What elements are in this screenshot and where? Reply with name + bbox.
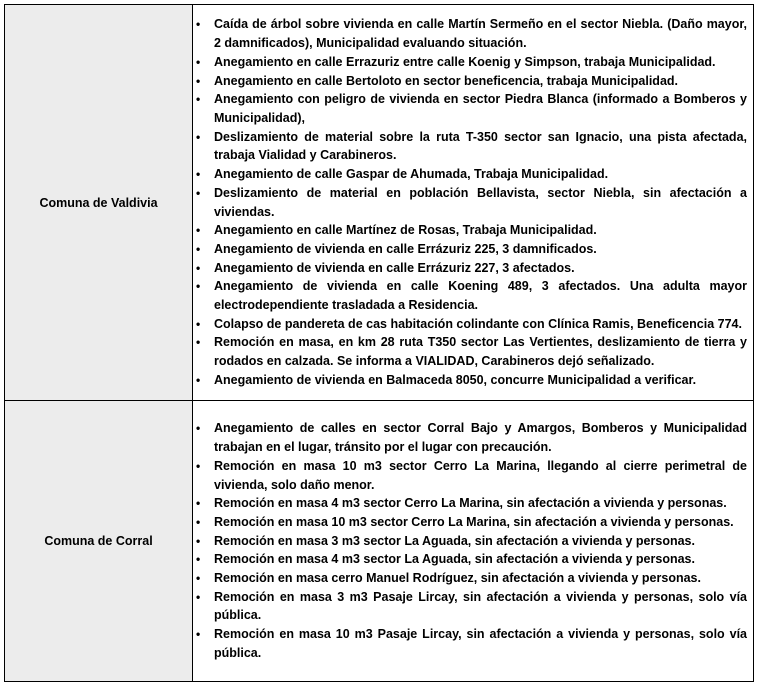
bullet-icon: • <box>196 279 201 294</box>
incident-list-cell-valdivia <box>193 5 754 401</box>
list-item-text: Deslizamiento de material sobre la ruta T-350 sector san Ignacio, una pista afectada, trabaja Vialidad y Carabineros. <box>214 129 747 163</box>
bullet-icon: • <box>196 223 201 238</box>
list-item <box>193 184 747 221</box>
incident-table <box>4 4 754 682</box>
list-item <box>193 588 747 625</box>
list-item-text: Anegamiento de vivienda en calle Errázuriz 227, 3 afectados. <box>214 260 575 275</box>
list-item-text: Remoción en masa, en km 28 ruta T350 sector Las Vertientes, deslizamiento de tierra y rodados en calzada. Se informa a VIALIDAD, Carabineros dejó señalizado. <box>214 335 747 369</box>
list-item-text: Anegamiento en calle Bertoloto en sector beneficencia, trabaja Municipalidad. <box>214 73 679 88</box>
bullet-icon: • <box>196 589 201 604</box>
list-item <box>193 569 747 588</box>
list-item <box>193 240 747 259</box>
bullet-icon: • <box>196 316 201 331</box>
list-item <box>193 165 747 184</box>
list-item-text: Remoción en masa 3 m3 Pasaje Lircay, sin afectación a vivienda y personas, solo vía pública. <box>214 589 747 623</box>
bullet-icon: • <box>196 17 201 32</box>
list-item <box>193 277 747 314</box>
list-item <box>193 513 747 532</box>
commune-label-valdivia: Comuna de Valdivia <box>5 5 193 401</box>
bullet-icon: • <box>196 260 201 275</box>
incident-list-corral <box>193 417 747 664</box>
bullet-icon: • <box>196 496 201 511</box>
list-item-text: Colapso de pandereta de cas habitación colindante con Clínica Ramis, Beneficencia 774. <box>214 316 742 331</box>
list-item-text: Remoción en masa 10 m3 sector Cerro La Marina, llegando al cierre perimetral de vivienda, solo daño menor. <box>214 458 747 492</box>
bullet-icon: • <box>196 185 201 200</box>
table-row-corral <box>5 401 754 682</box>
list-item-text: Anegamiento de calle Gaspar de Ahumada, Trabaja Municipalidad. <box>214 167 609 182</box>
list-item <box>193 419 747 456</box>
bullet-icon: • <box>196 73 201 88</box>
list-item-text: Deslizamiento de material en población Bellavista, sector Niebla, sin afectación a viviendas. <box>214 185 747 219</box>
bullet-icon: • <box>196 421 201 436</box>
list-item <box>193 532 747 551</box>
list-item-text: Anegamiento de calles en sector Corral Bajo y Amargos, Bomberos y Municipalidad trabajan en el lugar, tránsito por el lugar con precaución. <box>214 421 747 455</box>
bullet-icon: • <box>196 571 201 586</box>
bullet-icon: • <box>196 372 201 387</box>
list-item-text: Remoción en masa 4 m3 sector La Aguada, sin afectación a vivienda y personas. <box>214 552 695 567</box>
bullet-icon: • <box>196 54 201 69</box>
bullet-icon: • <box>196 458 201 473</box>
list-item-text: Anegamiento de vivienda en calle Koening 489, 3 afectados. Una adulta mayor electrodependiente trasladada a Residencia. <box>214 279 747 313</box>
list-item-text: Anegamiento en calle Martínez de Rosas, Trabaja Municipalidad. <box>214 223 597 238</box>
list-item-text: Remoción en masa 10 m3 sector Cerro La Marina, sin afectación a vivienda y personas. <box>214 514 734 529</box>
bullet-icon: • <box>196 129 201 144</box>
bullet-icon: • <box>196 92 201 107</box>
list-item <box>193 333 747 370</box>
table-row-valdivia <box>5 5 754 401</box>
bullet-icon: • <box>196 552 201 567</box>
bullet-icon: • <box>196 627 201 642</box>
list-item-text: Anegamiento de vivienda en Balmaceda 8050, concurre Municipalidad a verificar. <box>214 372 697 387</box>
commune-label-corral: Comuna de Corral <box>5 401 193 682</box>
list-item <box>193 625 747 662</box>
list-item <box>193 90 747 127</box>
list-item-text: Caída de árbol sobre vivienda en calle Martín Sermeño en el sector Niebla. (Daño mayor, 2 damnificados), Municipalidad evaluando situación. <box>214 17 747 51</box>
list-item-text: Anegamiento de vivienda en calle Errázuriz 225, 3 damnificados. <box>214 241 597 256</box>
list-item <box>193 259 747 278</box>
list-item <box>193 550 747 569</box>
incident-list-cell-corral <box>193 401 754 682</box>
bullet-icon: • <box>196 241 201 256</box>
list-item <box>193 494 747 513</box>
list-item-text: Remoción en masa cerro Manuel Rodríguez, sin afectación a vivienda y personas. <box>214 571 701 586</box>
list-item <box>193 15 747 52</box>
list-item <box>193 53 747 72</box>
bullet-icon: • <box>196 514 201 529</box>
list-item <box>193 221 747 240</box>
list-item <box>193 72 747 91</box>
bullet-icon: • <box>196 335 201 350</box>
list-item-text: Anegamiento con peligro de vivienda en sector Piedra Blanca (informado a Bomberos y Municipalidad), <box>214 92 747 125</box>
bullet-icon: • <box>196 533 201 548</box>
list-item-text: Remoción en masa 3 m3 sector La Aguada, sin afectación a vivienda y personas. <box>214 533 695 548</box>
incident-list-valdivia <box>193 13 747 391</box>
list-item-text: Remoción en masa 4 m3 sector Cerro La Marina, sin afectación a vivienda y personas. <box>214 496 727 511</box>
list-item <box>193 457 747 494</box>
list-item <box>193 371 747 390</box>
list-item <box>193 315 747 334</box>
list-item-text: Remoción en masa 10 m3 Pasaje Lircay, sin afectación a vivienda y personas, solo vía pública. <box>214 627 747 660</box>
bullet-icon: • <box>196 167 201 182</box>
list-item-text: Anegamiento en calle Errazuriz entre calle Koenig y Simpson, trabaja Municipalidad. <box>214 54 716 69</box>
list-item <box>193 128 747 165</box>
